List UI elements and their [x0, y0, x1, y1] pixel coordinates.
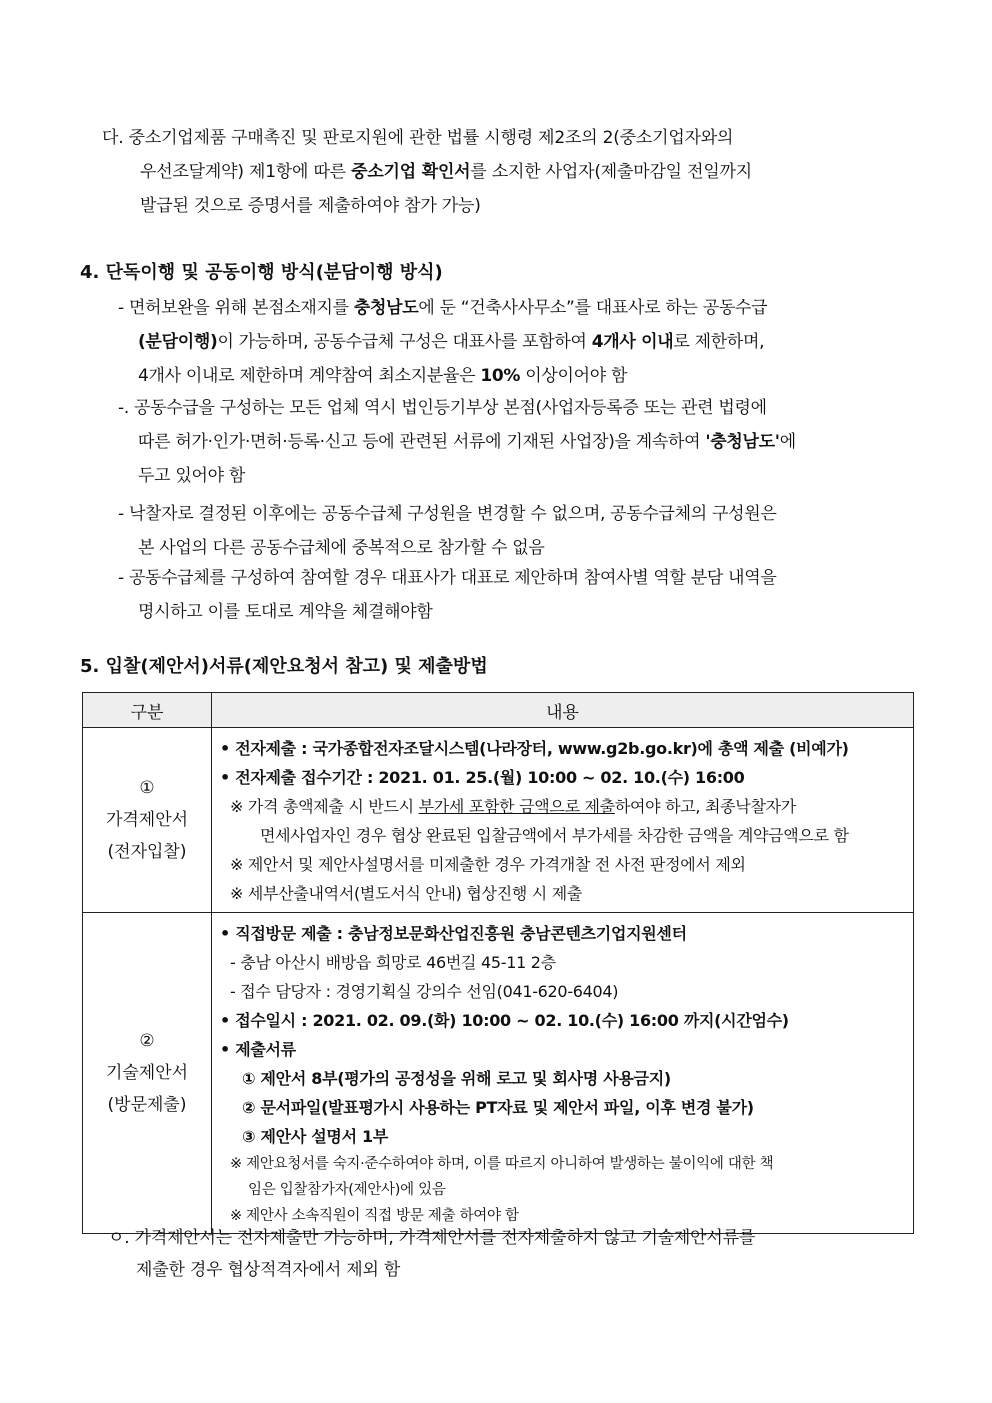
- category-cell: [83, 913, 212, 1234]
- submission-table: [82, 692, 914, 1234]
- bullet-headquarters: [118, 391, 914, 493]
- text-line: [118, 291, 914, 325]
- content-line: - 접수 담당자 : 경영기획실 강의수 선임(041-620-6404): [230, 982, 619, 1001]
- text-span: 4개사 이내로 제한하며 계약참여 최소지분율은: [138, 366, 481, 386]
- bold-text: 중소기업 확인서: [351, 162, 471, 182]
- text-span: 를 소지한 사업자(제출마감일 전일까지: [470, 162, 752, 182]
- content-line: • 직접방문 제출 : 충남정보문화산업진흥원 충남콘텐츠기업지원센터: [220, 924, 687, 943]
- text-span: 따른 허가·인가·면허·등록·신고 등에 관련된 서류에 기재된 사업장)을 계속하여: [138, 432, 706, 452]
- table-row: [83, 913, 914, 1234]
- category-cell: [83, 728, 212, 913]
- bullet-member-change: [118, 497, 914, 565]
- bold-text: '충청남도': [705, 432, 780, 452]
- text-line: 발급된 것으로 증명서를 제출하여야 참가 가능): [140, 196, 481, 216]
- text-span: ※ 가격 총액제출 시 반드시: [230, 797, 419, 816]
- table-header-category: 구분: [83, 693, 212, 728]
- text-line: 제출한 경우 협상적격자에서 제외 함: [136, 1260, 401, 1280]
- content-line: • 제출서류: [220, 1040, 296, 1059]
- bold-text: (분담이행): [138, 332, 218, 352]
- content-line: ※ 제안사 소속직원이 직접 방문 제출 하여야 함: [230, 1208, 519, 1224]
- text-span: 로 제한하며,: [673, 332, 765, 352]
- table-header-content: 내용: [212, 693, 914, 728]
- text-span: 우선조달계약) 제1항에 따른: [140, 162, 352, 182]
- text-line: - 공동수급체를 구성하여 참여할 경우 대표사가 대표로 제안하며 참여사별 역할 분담 내역을: [118, 568, 777, 588]
- content-line: ※ 제안요청서를 숙지·준수하여야 하며, 이를 따르지 아니하여 발생하는 불이익에 대한 책: [230, 1156, 774, 1172]
- text-span: 에 둔 “건축사사무소”를 대표사로 하는 공동수급: [418, 298, 768, 318]
- row-number: ①: [139, 778, 155, 798]
- content-line: • 접수일시 : 2021. 02. 09.(화) 10:00 ~ 02. 10.(수) 16:00 까지(시간엄수): [220, 1011, 789, 1030]
- section-heading-5: 5. 입찰(제안서)서류(제안요청서 참고) 및 제출방법: [80, 656, 488, 677]
- text-line: 명시하고 이를 토대로 계약을 체결해야함: [138, 602, 433, 622]
- content-line: • 전자제출 접수기간 : 2021. 01. 25.(월) 10:00 ~ 02. 10.(수) 16:00: [220, 768, 745, 787]
- content-line: [220, 792, 905, 821]
- bullet-role-division: [118, 561, 914, 629]
- text-line: ㅇ. 가격제안서는 전자제출만 가능하며, 가격제안서를 전자제출하지 않고 기술제안서류를: [108, 1228, 756, 1248]
- row-title: 가격제안서: [105, 810, 189, 830]
- bullet-joint-contract: [118, 291, 914, 393]
- text-span: - 면허보완을 위해 본점소재지를: [118, 298, 354, 318]
- content-line: 면세사업자인 경우 협상 완료된 입찰금액에서 부가세를 차감한 금액을 계약금액으로 함: [260, 826, 849, 845]
- note-price-proposal: [108, 1222, 914, 1286]
- content-line: 임은 입찰참가자(제안사)에 있음: [248, 1182, 446, 1198]
- text-line: [118, 359, 914, 393]
- content-line: - 충남 아산시 배방읍 희망로 46번길 45-11 2층: [230, 953, 556, 972]
- text-line: [118, 425, 914, 459]
- row-number: ②: [139, 1031, 155, 1051]
- text-span: 이상이어야 함: [520, 366, 628, 386]
- text-span: 이 가능하며, 공동수급체 구성은 대표사를 포함하여: [217, 332, 592, 352]
- text-line: [118, 325, 914, 359]
- content-line: • 전자제출 : 국가종합전자조달시스템(나라장터, www.g2b.go.kr)에 총액 제출 (비예가): [220, 739, 849, 758]
- bold-text: 10%: [480, 366, 521, 386]
- content-line: ② 문서파일(발표평가시 사용하는 PT자료 및 제안서 파일, 이후 변경 불가): [242, 1098, 754, 1117]
- content-cell: [212, 913, 914, 1234]
- text-line: [80, 155, 912, 189]
- bold-text: 충청남도: [353, 298, 419, 318]
- content-line: ③ 제안사 설명서 1부: [242, 1127, 388, 1146]
- content-cell: [212, 728, 914, 913]
- text-line: 두고 있어야 함: [138, 466, 245, 486]
- underlined-text: 부가세 포함한 금액으로 제출: [418, 797, 615, 816]
- text-span: 에: [779, 432, 796, 452]
- row-subtitle: (전자입찰): [107, 842, 187, 862]
- text-line: -. 공동수급을 구성하는 모든 업체 역시 법인등기부상 본점(사업자등록증 또는 관련 법령에: [118, 398, 767, 418]
- section-heading-4: 4. 단독이행 및 공동이행 방식(분담이행 방식): [80, 262, 443, 283]
- table-row: [83, 728, 914, 913]
- text-line: 본 사업의 다른 공동수급체에 중복적으로 참가할 수 없음: [138, 538, 545, 558]
- bold-text: 4개사 이내: [591, 332, 674, 352]
- text-span: 하여야 하고, 최종낙찰자가: [614, 797, 796, 816]
- text-line: 다. 중소기업제품 구매촉진 및 판로지원에 관한 법률 시행령 제2조의 2(중소기업자와의: [102, 128, 734, 148]
- content-line: ① 제안서 8부(평가의 공정성을 위해 로고 및 회사명 사용금지): [242, 1069, 671, 1088]
- content-line: ※ 제안서 및 제안사설명서를 미제출한 경우 가격개찰 전 사전 판정에서 제외: [230, 855, 746, 874]
- table-header-row: [83, 693, 914, 728]
- content-line: ※ 세부산출내역서(별도서식 안내) 협상진행 시 제출: [230, 884, 583, 903]
- row-title: 기술제안서: [105, 1063, 189, 1083]
- row-subtitle: (방문제출): [107, 1095, 187, 1115]
- paragraph-sme-certificate: [80, 121, 912, 223]
- text-line: - 낙찰자로 결정된 이후에는 공동수급체 구성원을 변경할 수 없으며, 공동수급체의 구성원은: [118, 504, 777, 524]
